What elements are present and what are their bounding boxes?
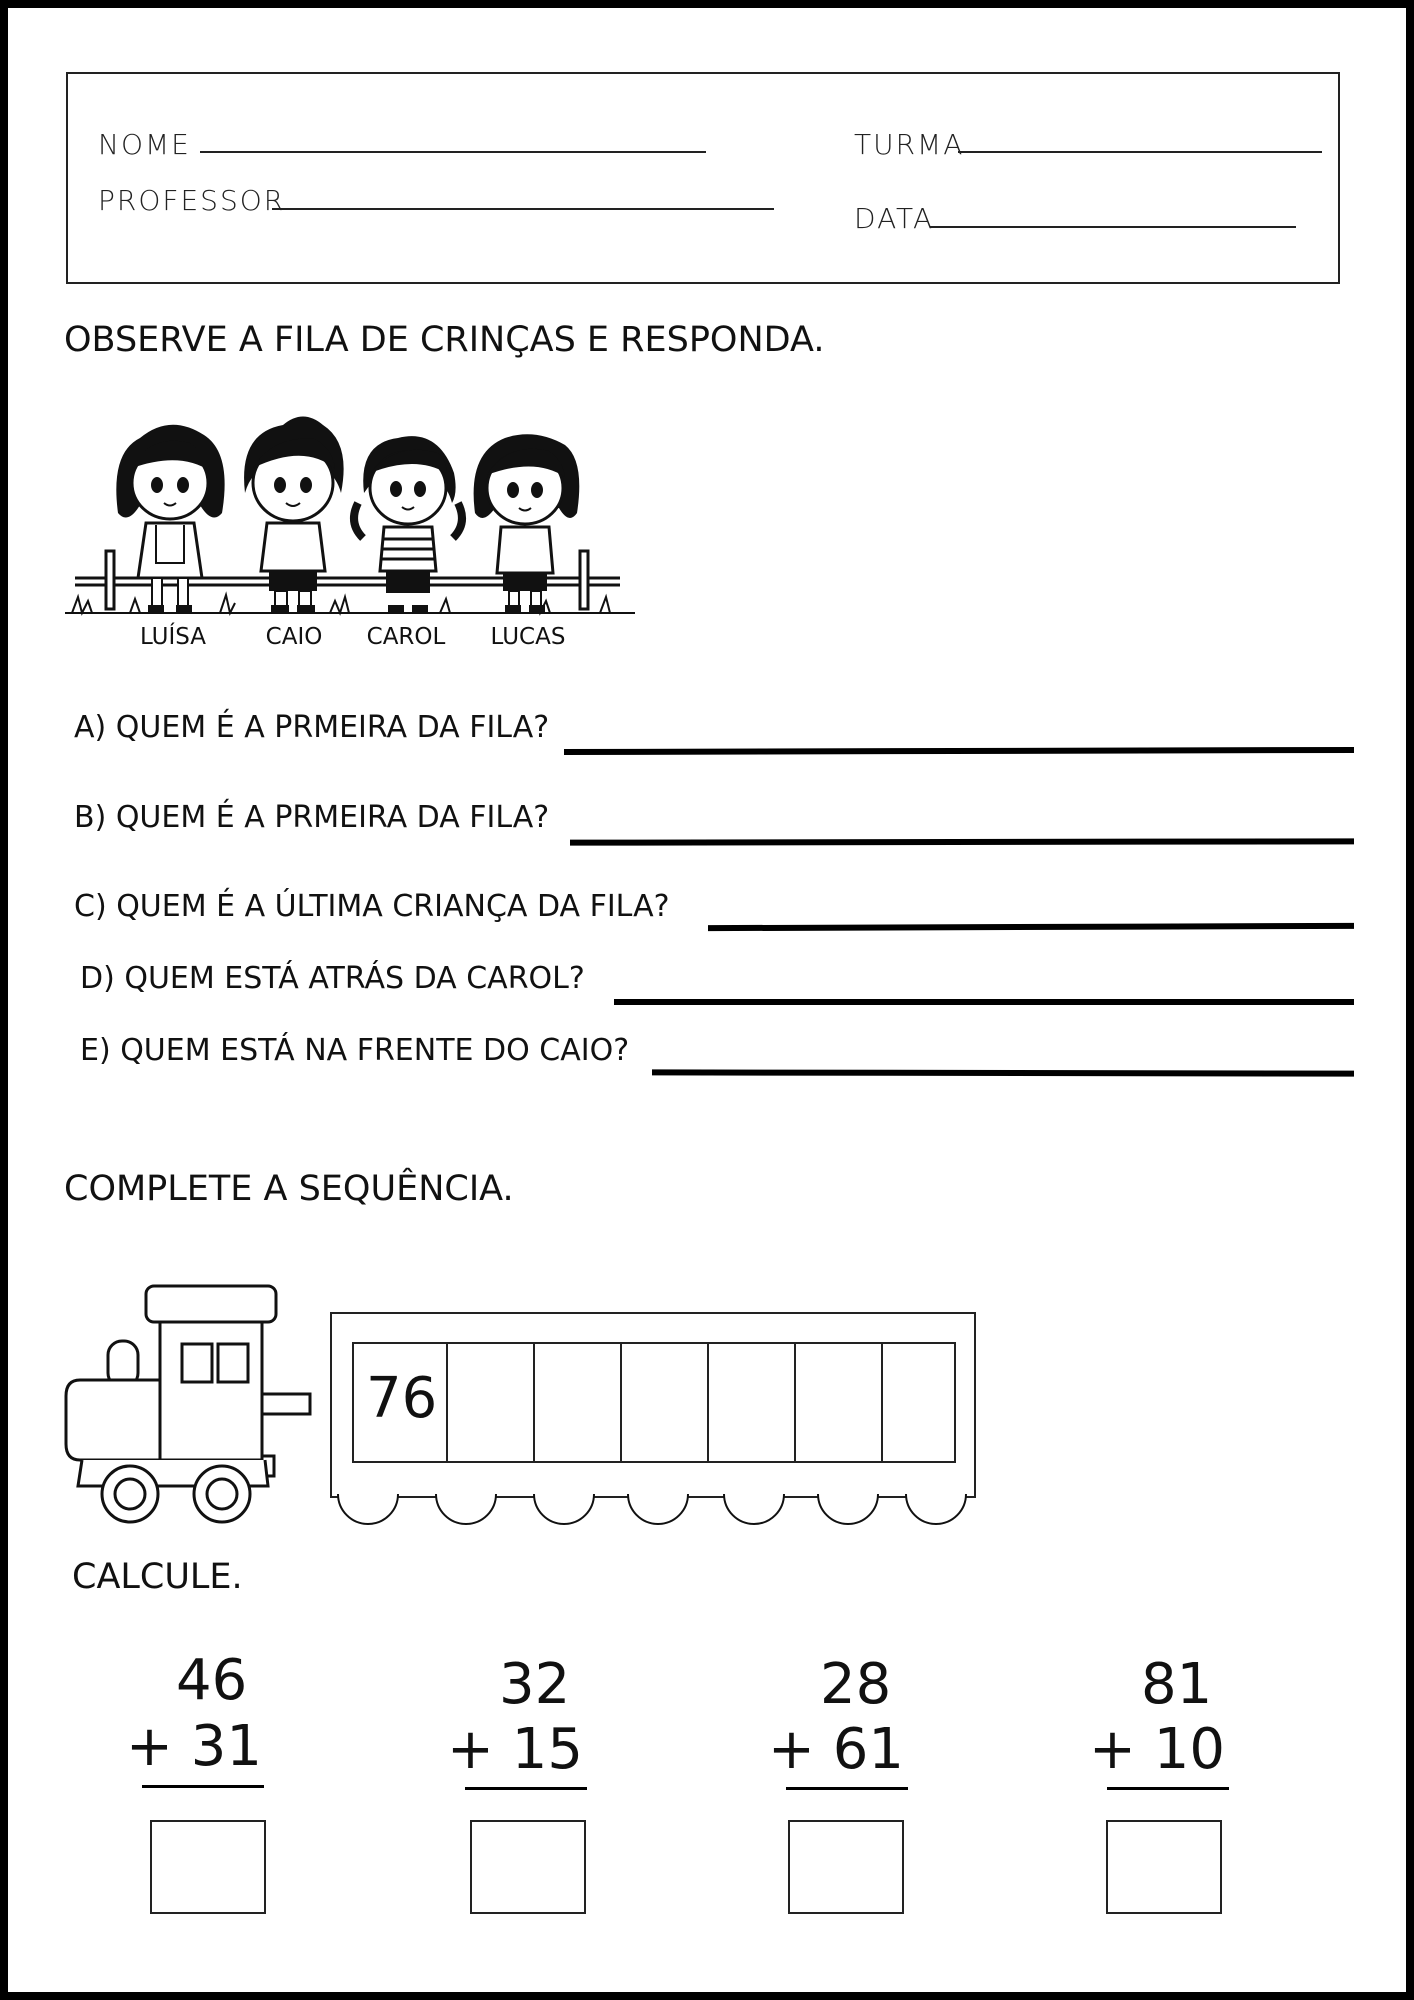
sequence-cells — [352, 1342, 956, 1463]
problem-2-answer-box[interactable] — [470, 1820, 586, 1914]
child-name-caio: CAIO — [265, 624, 323, 650]
sequence-cell-divider — [446, 1344, 448, 1461]
problem-2-top: 32 — [499, 1652, 571, 1717]
date-label: DATA — [854, 202, 935, 235]
wagon-wheels-icon — [330, 1494, 980, 1530]
child-name-luisa: LUÍSA — [139, 624, 207, 650]
answer-line-d[interactable] — [614, 999, 1354, 1005]
problem-3-top: 28 — [820, 1652, 892, 1717]
answer-line-c[interactable] — [708, 923, 1354, 931]
section-title-calculate: CALCULE. — [72, 1557, 243, 1597]
student-info-box — [66, 72, 1340, 284]
question-b: B) QUEM É A PRMEIRA DA FILA? — [74, 800, 550, 835]
problem-2-bottom: + 15 — [447, 1717, 583, 1782]
sequence-cell-divider — [707, 1344, 709, 1461]
question-d: D) QUEM ESTÁ ATRÁS DA CAROL? — [80, 961, 585, 996]
section-title-queue: OBSERVE A FILA DE CRINÇAS E RESPONDA. — [64, 320, 825, 360]
name-line[interactable] — [200, 151, 706, 153]
question-e: E) QUEM ESTÁ NA FRENTE DO CAIO? — [80, 1033, 630, 1068]
child-name-carol: CAROL — [366, 624, 446, 650]
problem-4-sum-line — [1107, 1787, 1229, 1790]
problem-3-sum-line — [786, 1787, 908, 1790]
problem-1-sum-line — [142, 1785, 264, 1788]
problem-1-top: 46 — [176, 1648, 248, 1713]
teacher-label: PROFESSOR — [98, 184, 286, 217]
problem-2-sum-line — [465, 1787, 587, 1790]
child-name-lucas: LUCAS — [490, 624, 566, 650]
answer-line-a[interactable] — [564, 747, 1354, 755]
name-label: NOME — [98, 128, 191, 161]
problem-4-bottom: + 10 — [1089, 1717, 1225, 1782]
problem-4-top: 81 — [1141, 1652, 1213, 1717]
train-locomotive-icon — [60, 1276, 350, 1526]
sequence-first-value: 76 — [366, 1366, 438, 1431]
date-line[interactable] — [930, 226, 1296, 228]
problem-3-answer-box[interactable] — [788, 1820, 904, 1914]
children-illustration — [60, 413, 640, 633]
problem-3-bottom: + 61 — [768, 1717, 904, 1782]
sequence-cell-divider — [881, 1344, 883, 1461]
sequence-cell-divider — [533, 1344, 535, 1461]
question-a: A) QUEM É A PRMEIRA DA FILA? — [74, 710, 550, 745]
problem-4-answer-box[interactable] — [1106, 1820, 1222, 1914]
problem-1-answer-box[interactable] — [150, 1820, 266, 1914]
section-title-sequence: COMPLETE A SEQUÊNCIA. — [64, 1169, 514, 1209]
sequence-cell-divider — [620, 1344, 622, 1461]
sequence-cell-divider — [794, 1344, 796, 1461]
answer-line-b[interactable] — [570, 838, 1354, 845]
class-line[interactable] — [958, 151, 1322, 153]
question-c: C) QUEM É A ÚLTIMA CRIANÇA DA FILA? — [74, 889, 670, 924]
answer-line-e[interactable] — [652, 1069, 1354, 1076]
teacher-line[interactable] — [272, 208, 774, 210]
problem-1-bottom: + 31 — [126, 1714, 262, 1779]
class-label: TURMA — [854, 128, 965, 161]
